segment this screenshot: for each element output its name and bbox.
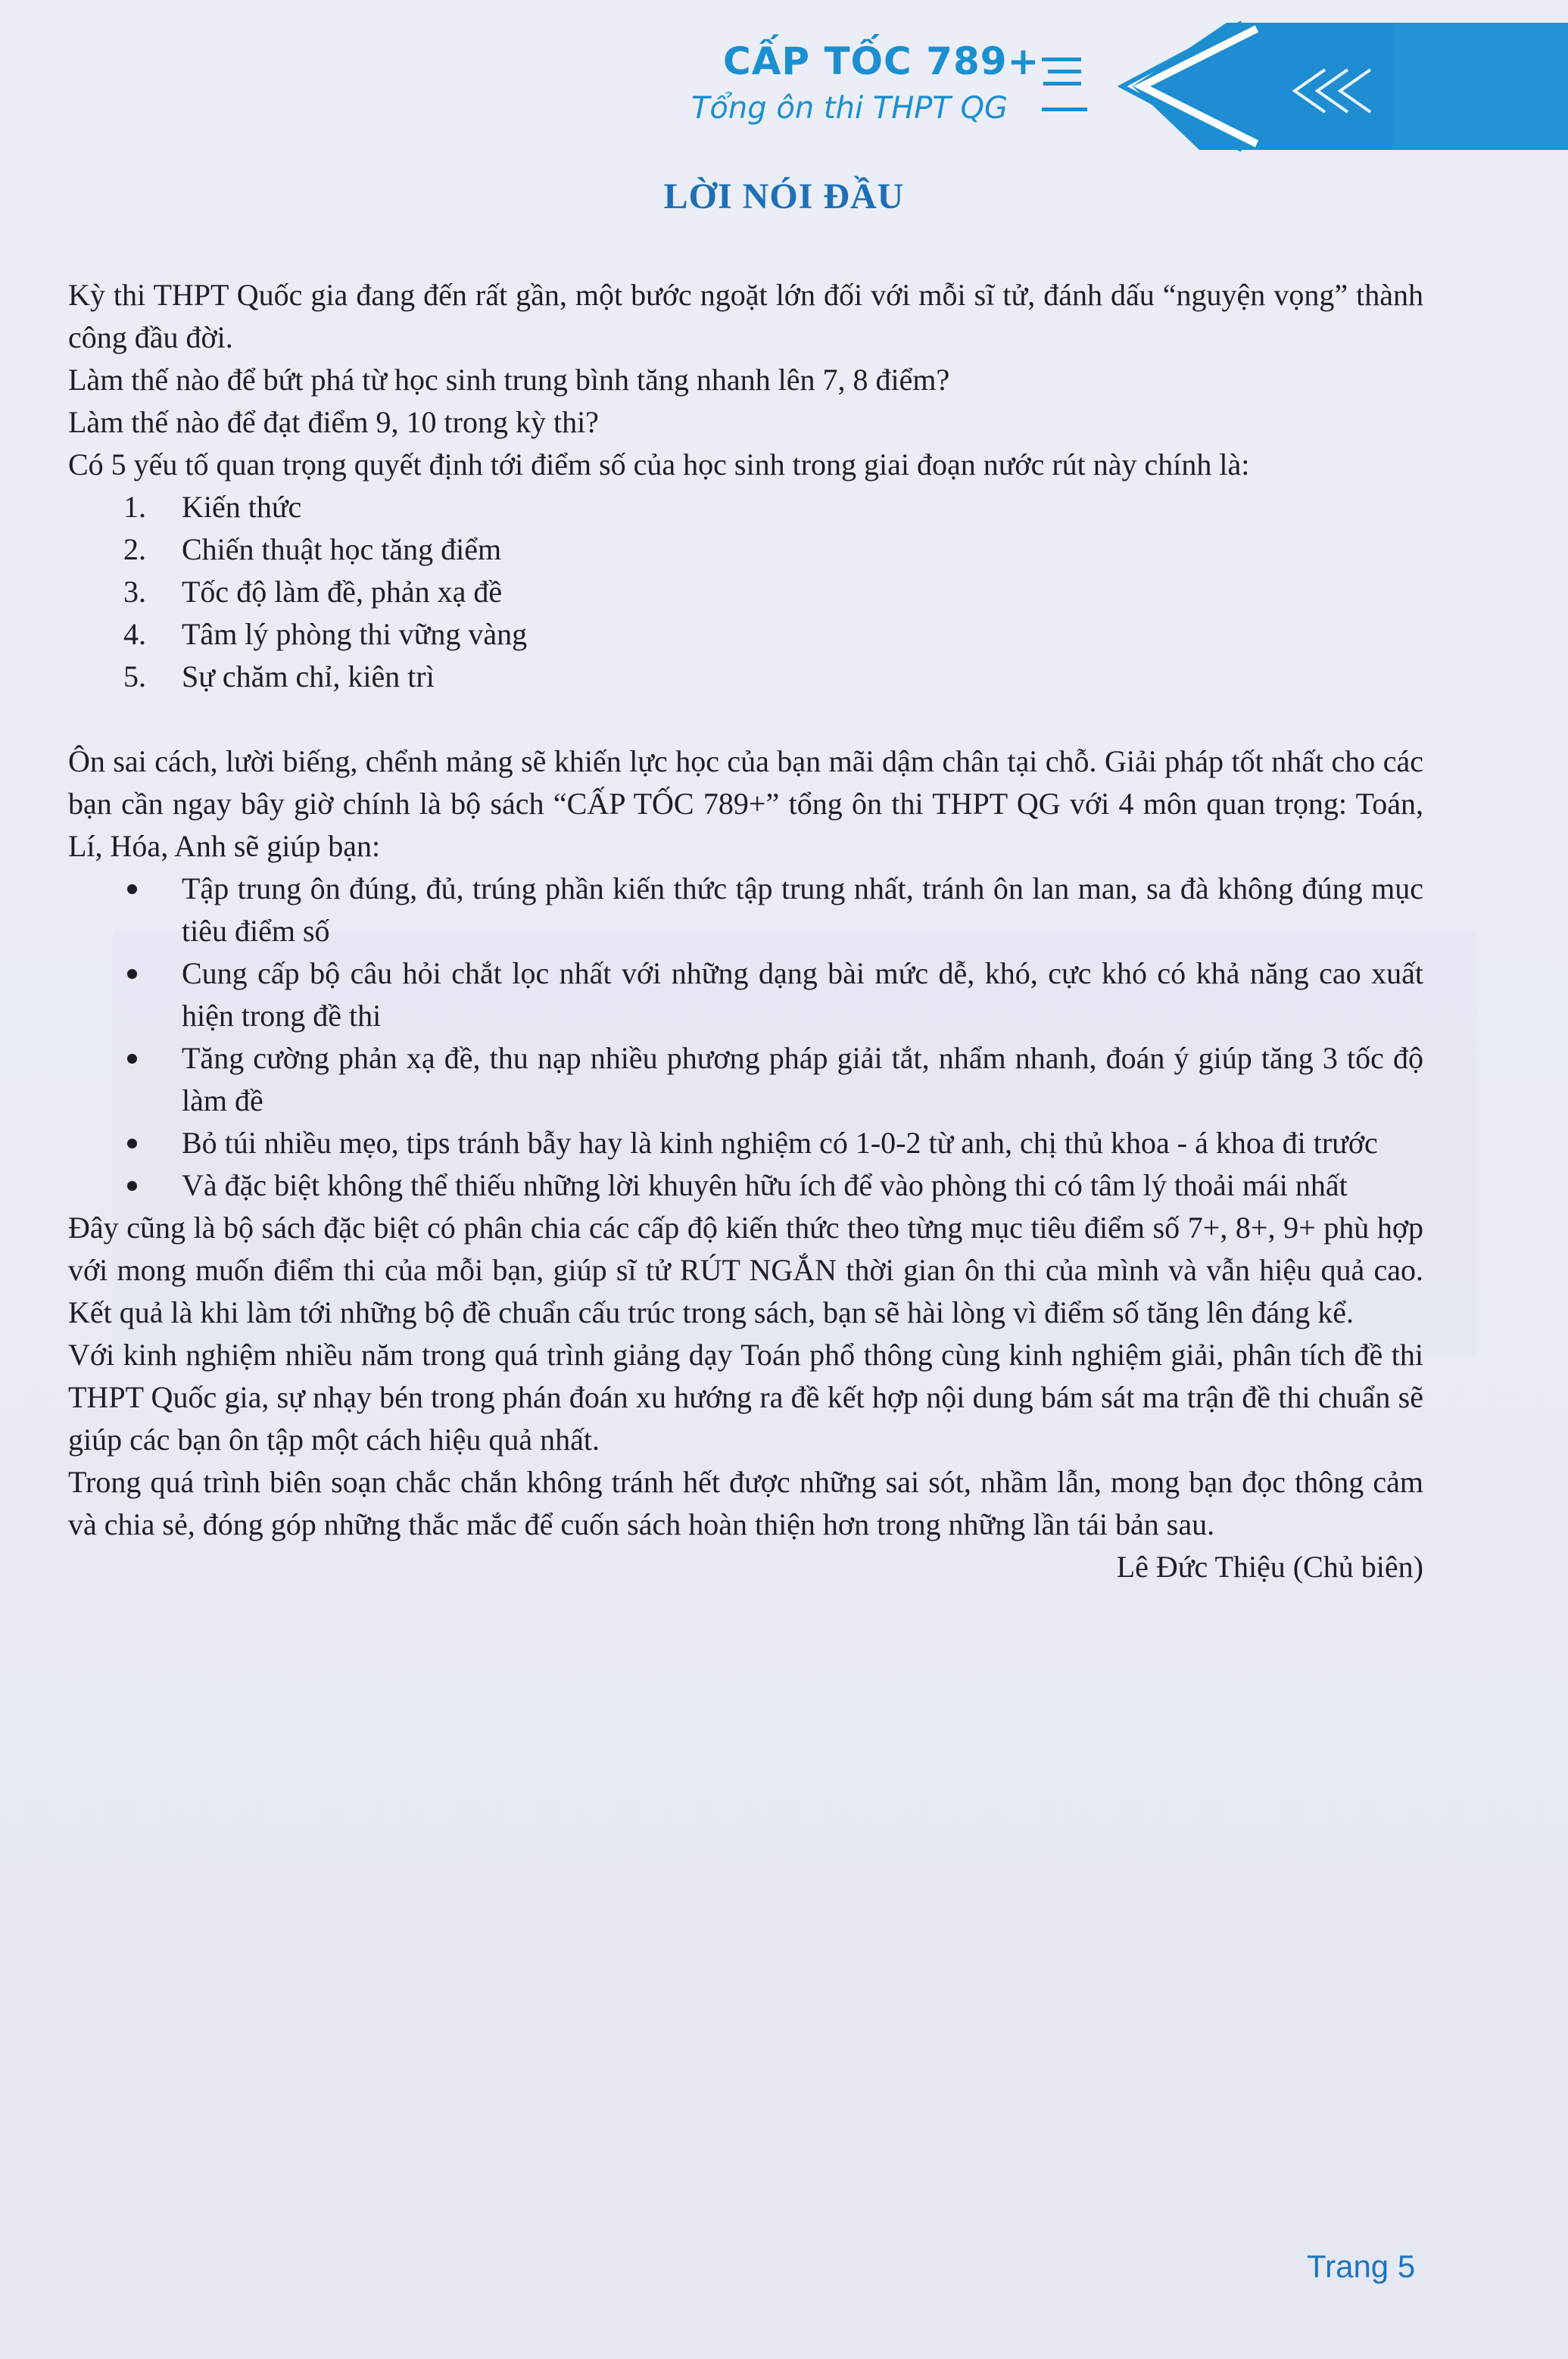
list-item-text: Sự chăm chỉ, kiên trì <box>182 659 435 693</box>
list-item <box>68 868 1423 952</box>
list-item <box>68 1164 1423 1207</box>
list-item-text: Bỏ túi nhiều mẹo, tips tránh bẫy hay là kinh nghiệm có 1-0-2 từ anh, chị thủ khoa - á khoa đi trước <box>182 1126 1378 1160</box>
list-item-text: Kiến thức <box>182 490 302 524</box>
page-number: Trang 5 <box>1307 2248 1416 2284</box>
benefit-list <box>68 868 1423 1207</box>
list-item <box>68 952 1423 1037</box>
list-item-text: Cung cấp bộ câu hỏi chắt lọc nhất với những dạng bài mức dễ, khó, cực khó có khả năng cao xuất hiện trong đề thi <box>182 956 1423 1033</box>
page-heading: LỜI NÓI ĐẦU <box>663 176 905 217</box>
list-number: 5. <box>123 659 146 693</box>
factor-list <box>68 486 1423 698</box>
intro-question: Làm thế nào để bứt phá từ học sinh trung bình tăng nhanh lên 7, 8 điểm? <box>68 363 950 397</box>
solution-paragraph: Ôn sai cách, lười biếng, chểnh mảng sẽ khiến lực học của bạn mãi dậm chân tại chỗ. Giải pháp tốt nhất cho các bạn cần ngay bây giờ chính là bộ sách “CẤP TỐC 789+” tổng ôn thi THPT QG với 4 môn quan trọng: Toán, Lí, Hóa, Anh sẽ giúp bạn: <box>68 744 1423 863</box>
closing-paragraph: Trong quá trình biên soạn chắc chắn không tránh hết được những sai sót, nhầm lẫn, mong bạn đọc thông cảm và chia sẻ, đóng góp những thắc mắc để cuốn sách hoàn thiện hơn trong những lần tái bản sau. <box>68 1465 1423 1541</box>
list-item-text: Tâm lý phòng thi vững vàng <box>182 617 528 651</box>
list-item-text: Tốc độ làm đề, phản xạ đề <box>182 575 503 609</box>
body-text <box>68 274 1423 1588</box>
list-item <box>68 528 1423 571</box>
list-item-text: Tập trung ôn đúng, đủ, trúng phần kiến thức tập trung nhất, tránh ôn lan man, sa đà không đúng mục tiêu điểm số <box>182 871 1423 948</box>
list-item <box>68 613 1423 656</box>
intro-paragraph: Có 5 yếu tố quan trọng quyết định tới điểm số của học sinh trong giai đoạn nước rút này chính là: <box>68 447 1250 481</box>
list-item <box>68 1122 1423 1164</box>
list-item <box>68 486 1423 528</box>
header-arrow-banner <box>1037 15 1568 159</box>
list-item <box>68 571 1423 613</box>
closing-paragraph: Với kinh nghiệm nhiều năm trong quá trình giảng dạy Toán phổ thông cùng kinh nghiệm giải, phân tích đề thi THPT Quốc gia, sự nhạy bén trong phán đoán xu hướng ra đề kết hợp nội dung bám sát ma trận đề thi chuẩn sẽ giúp các bạn ôn tập một cách hiệu quả nhất. <box>68 1338 1423 1457</box>
bullet-icon <box>127 1181 137 1191</box>
bullet-icon <box>127 969 137 979</box>
list-item-text: Tăng cường phản xạ đề, thu nạp nhiều phương pháp giải tắt, nhẩm nhanh, đoán ý giúp tăng 3 tốc độ làm đề <box>182 1041 1423 1117</box>
intro-paragraph: Kỳ thi THPT Quốc gia đang đến rất gần, một bước ngoặt lớn đối với mỗi sĩ tử, đánh dấu “nguyện vọng” thành công đầu đời. <box>68 278 1423 354</box>
list-number: 3. <box>123 575 146 609</box>
list-item <box>68 1037 1423 1122</box>
author-signature: Lê Đức Thiệu (Chủ biên) <box>1116 1550 1423 1584</box>
list-number: 1. <box>123 490 146 524</box>
closing-paragraph: Đây cũng là bộ sách đặc biệt có phân chia các cấp độ kiến thức theo từng mục tiêu điểm số 7+, 8+, 9+ phù hợp với mong muốn điểm thi của mỗi bạn, giúp sĩ tử RÚT NGẮN thời gian ôn thi của mình và vẫn hiệu quả cao. Kết quả là khi làm tới những bộ đề chuẩn cấu trúc trong sách, bạn sẽ hài lòng vì điểm số tăng lên đáng kể. <box>68 1211 1423 1329</box>
list-item-text: Và đặc biệt không thể thiếu những lời khuyên hữu ích để vào phòng thi có tâm lý thoải mái nhất <box>182 1168 1348 1202</box>
bullet-icon <box>127 1054 137 1064</box>
bullet-icon <box>127 884 137 894</box>
intro-question: Làm thế nào để đạt điểm 9, 10 trong kỳ thi? <box>68 405 599 439</box>
brand-title: CẤP TỐC 789+ <box>723 39 1040 83</box>
list-number: 2. <box>123 532 146 566</box>
brand-subtitle: Tổng ôn thi THPT QG <box>691 91 1008 126</box>
list-number: 4. <box>123 617 146 651</box>
list-item <box>68 656 1423 698</box>
list-item-text: Chiến thuật học tăng điểm <box>182 532 502 566</box>
spacer <box>68 698 1423 740</box>
bullet-icon <box>127 1139 137 1148</box>
